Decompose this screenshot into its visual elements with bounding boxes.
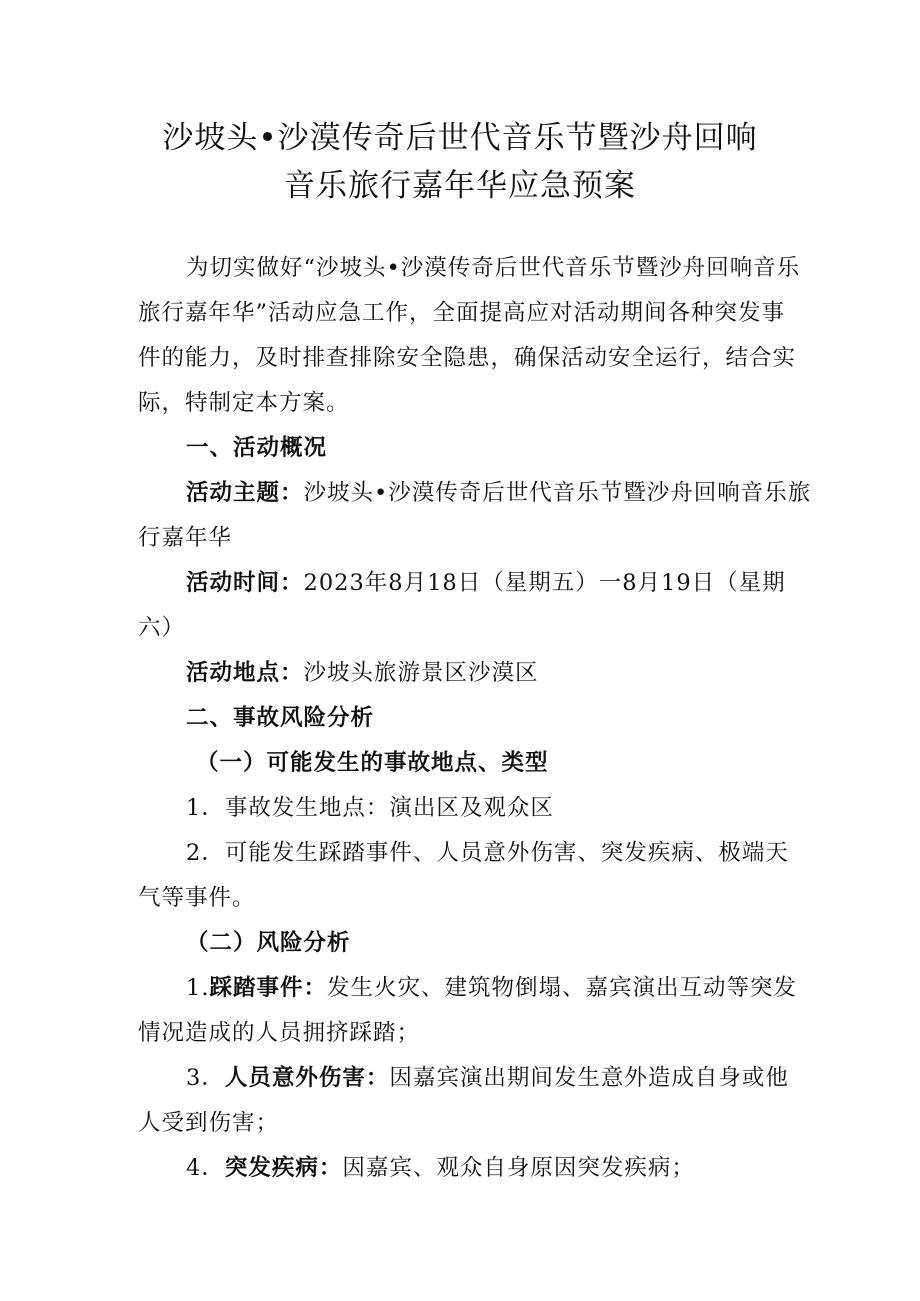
doc-title-line1: 沙坡头•沙漠传奇后世代音乐节暨沙舟回响 bbox=[162, 120, 758, 156]
place-line bbox=[186, 658, 846, 688]
time-line-2: 六） bbox=[138, 615, 186, 641]
theme-line-2: 行嘉年华 bbox=[138, 525, 233, 551]
intro-line-1: 为切实做好“沙坡头•沙漠传奇后世代音乐节暨沙舟回响音乐 bbox=[186, 255, 801, 281]
risk1-num: 1. bbox=[186, 975, 210, 1001]
risk1-line-2: 情况造成的人员拥挤踩踏； bbox=[138, 1020, 421, 1046]
risk4-line bbox=[186, 1153, 846, 1183]
section1-heading: 一、活动概况 bbox=[186, 435, 328, 461]
risk3-line-1 bbox=[186, 1063, 846, 1093]
risk3-text: 因嘉宾演出期间发生意外造成自身或他 bbox=[389, 1065, 789, 1091]
section2-heading: 二、事故风险分析 bbox=[186, 705, 375, 731]
item1-line: 1．事故发生地点：演出区及观众区 bbox=[186, 795, 554, 821]
intro-line-4: 际，特制定本方案。 bbox=[138, 390, 350, 416]
risk4-text: 因嘉宾、观众自身原因突发疾病； bbox=[342, 1155, 695, 1181]
doc-title-line2: 音乐旅行嘉年华应急预案 bbox=[284, 168, 636, 204]
risk1-line-1 bbox=[186, 973, 846, 1003]
intro-line-2: 旅行嘉年华”活动应急工作，全面提高应对活动期间各种突发事 bbox=[138, 300, 786, 326]
time-label: 活动时间： bbox=[186, 570, 304, 596]
item2-line-1: 2．可能发生踩踏事件、人员意外伤害、突发疾病、极端天 bbox=[186, 840, 789, 866]
risk4-num: 4． bbox=[186, 1155, 225, 1181]
risk4-label: 突发疾病： bbox=[224, 1155, 343, 1181]
sub2-heading: （二）风险分析 bbox=[186, 930, 351, 956]
item2-line-2: 气等事件。 bbox=[138, 885, 256, 911]
risk3-num: 3． bbox=[186, 1065, 225, 1091]
risk3-line-2: 人受到伤害； bbox=[138, 1110, 280, 1136]
theme-label: 活动主题： bbox=[186, 480, 304, 506]
theme-line-1 bbox=[186, 478, 846, 508]
risk1-label: 踩踏事件： bbox=[209, 975, 327, 1001]
time-text: 2023年8月18日（星期五）一8月19日（星期 bbox=[303, 570, 786, 596]
risk1-text: 发生火灾、建筑物倒塌、嘉宾演出互动等突发 bbox=[326, 975, 797, 1001]
place-text: 沙坡头旅游景区沙漠区 bbox=[303, 660, 539, 686]
theme-text: 沙坡头•沙漠传奇后世代音乐节暨沙舟回响音乐旅 bbox=[303, 480, 812, 506]
sub1-heading: （一）可能发生的事故地点、类型 bbox=[196, 750, 549, 776]
time-line-1 bbox=[186, 568, 846, 598]
risk3-label: 人员意外伤害： bbox=[224, 1065, 390, 1091]
intro-line-3: 件的能力，及时排查排除安全隐患，确保活动安全运行，结合实 bbox=[138, 345, 797, 371]
place-label: 活动地点： bbox=[186, 660, 304, 686]
